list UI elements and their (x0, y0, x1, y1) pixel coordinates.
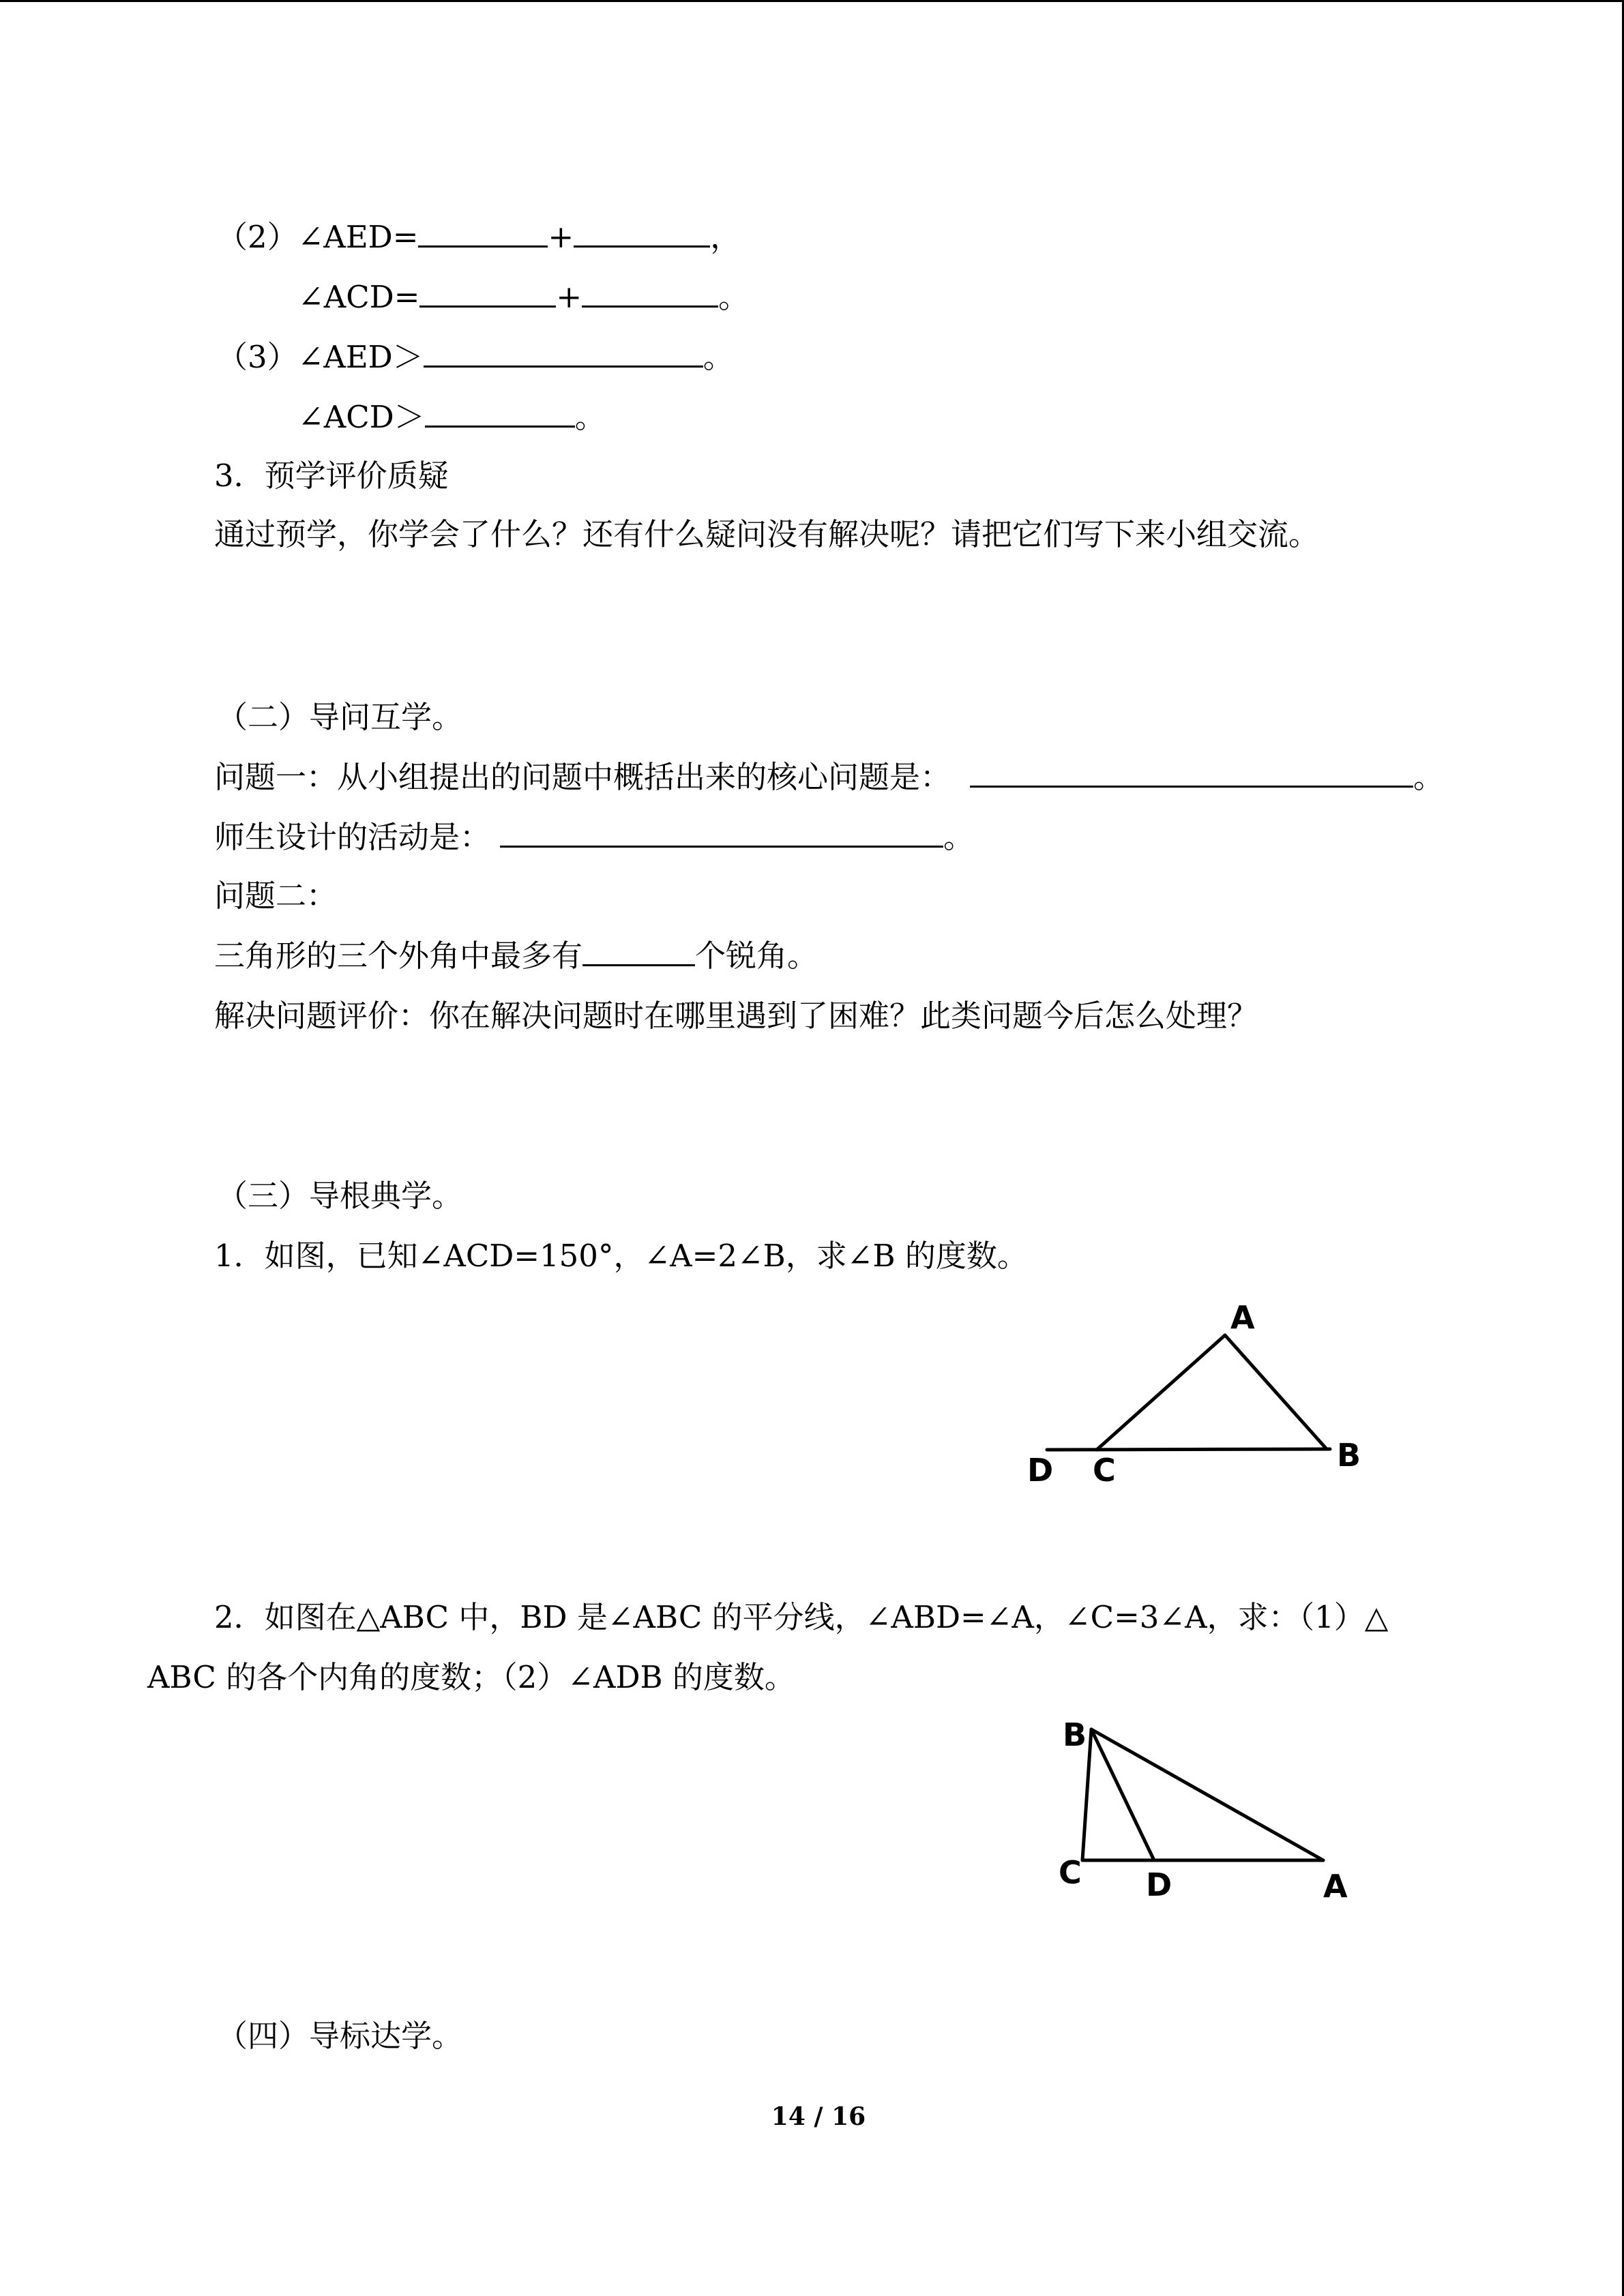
acd-second-blank[interactable] (582, 278, 718, 308)
label-a: A (1323, 1868, 1348, 1905)
problem-two-line2: ABC 的各个内角的度数；（2）∠ADB 的度数。 (147, 1659, 795, 1695)
aed-sum-line (217, 217, 741, 258)
question-one-line (214, 757, 1444, 798)
acd-inequality-label: ∠ACD＞ (298, 399, 425, 435)
activity-blank[interactable] (500, 818, 943, 848)
side-ca (1097, 1335, 1225, 1450)
label-a: A (1230, 1302, 1255, 1336)
aed-inequality-line (217, 337, 734, 378)
problem-one-text: 1．如图，已知∠ACD=150°，∠A=2∠B，求∠B 的度数。 (214, 1238, 1028, 1274)
activity-line (214, 817, 974, 858)
activity-text: 师生设计的活动是： (214, 819, 491, 855)
aed-first-blank[interactable] (418, 218, 548, 248)
line-end-mark: 。 (703, 339, 734, 375)
self-evaluation-prompt: 通过预学，你学会了什么？还有什么疑问没有解决呢？请把它们写下来小组交流。 (214, 516, 1320, 552)
side-ba (1091, 1729, 1323, 1860)
line-end-mark: 。 (718, 279, 750, 315)
plus-sign: + (556, 279, 582, 315)
typical-examples-heading: （三）导根典学。 (217, 1178, 463, 1214)
plus-sign: + (548, 219, 574, 255)
acd-sum-label: ∠ACD= (298, 279, 420, 315)
core-question-blank[interactable] (970, 758, 1413, 788)
aed-inequality-label: （3）∠AED＞ (217, 339, 424, 375)
label-b: B (1063, 1716, 1087, 1753)
question-two-line (214, 936, 818, 976)
acute-angle-count-blank[interactable] (582, 937, 695, 966)
line-end-mark: 。 (574, 399, 606, 435)
target-learning-heading: （四）导标达学。 (217, 2018, 463, 2054)
label-c: C (1093, 1452, 1116, 1489)
line-end-mark: 。 (943, 819, 975, 855)
question-one-text: 问题一：从小组提出的问题中概括出来的核心问题是： (214, 759, 951, 795)
question-two-text-before: 三角形的三个外角中最多有 (214, 938, 583, 974)
line-end-mark: 。 (1413, 759, 1445, 795)
label-b: B (1337, 1437, 1361, 1474)
acd-first-blank[interactable] (419, 278, 556, 308)
label-d: D (1146, 1866, 1172, 1903)
figure-one-triangle (1016, 1302, 1378, 1493)
guided-questions-heading: （二）导问互学。 (217, 699, 463, 735)
self-evaluation-heading: 3．预学评价质疑 (214, 458, 449, 494)
aed-sum-label: （2）∠AED= (217, 219, 419, 255)
acd-sum-line (298, 277, 749, 318)
acd-inequality-line (298, 397, 606, 438)
question-two-label: 问题二： (214, 878, 338, 914)
aed-inequality-blank[interactable] (424, 338, 703, 368)
question-two-text-after: 个锐角。 (695, 938, 818, 974)
acd-inequality-blank[interactable] (425, 398, 575, 428)
baseline-db (1047, 1449, 1330, 1450)
label-c: C (1059, 1854, 1082, 1891)
problem-two-line1: 2．如图在△ABC 中，BD 是∠ABC 的平分线，∠ABD=∠A，∠C=3∠A，求：（1）△ (214, 1599, 1389, 1635)
line-end-mark: ， (710, 219, 741, 255)
label-d: D (1027, 1452, 1054, 1489)
aed-second-blank[interactable] (574, 218, 710, 248)
figure-two-triangle (1050, 1705, 1378, 1909)
side-ab (1225, 1335, 1327, 1449)
page-number: 14 / 16 (771, 2102, 866, 2131)
problem-solving-evaluation: 解决问题评价：你在解决问题时在哪里遇到了困难？此类问题今后怎么处理？ (214, 998, 1258, 1034)
